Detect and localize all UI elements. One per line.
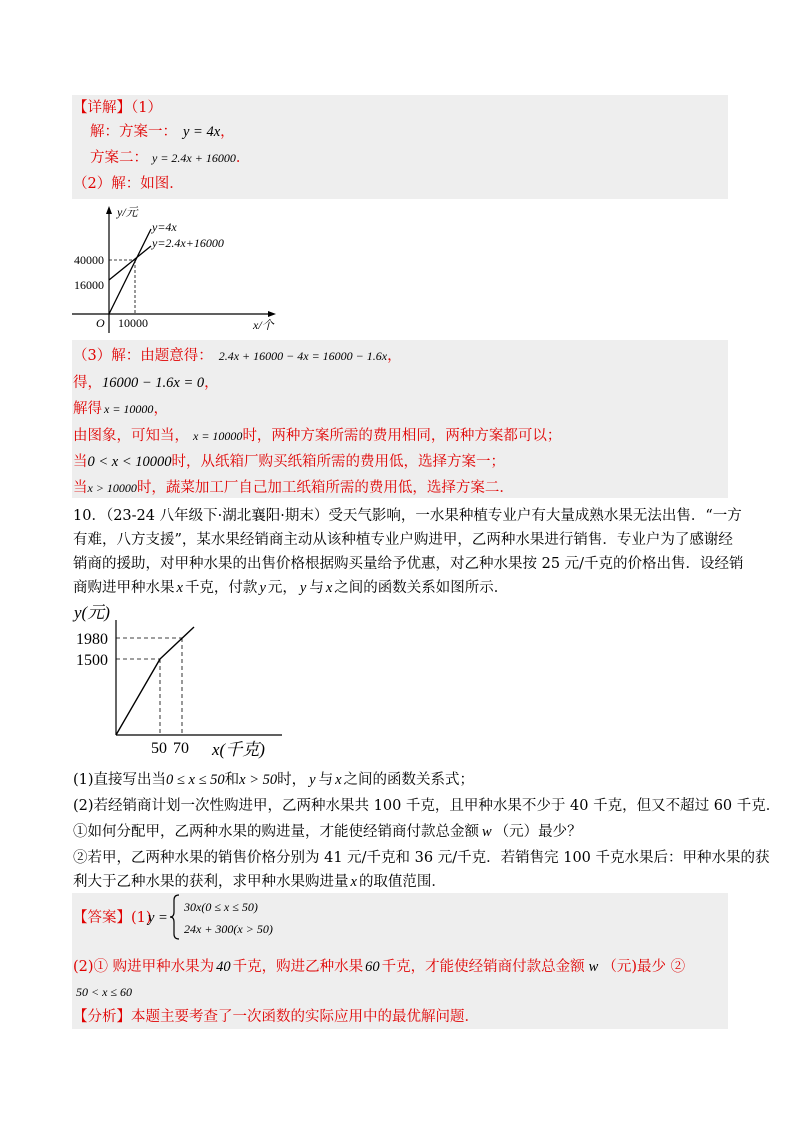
question-2: (2)若经销商计划一次性购进甲，乙两种水果共 100 千克，且甲种水果不少于 40 千克，但又不超过 60 千克． (73, 798, 781, 814)
question-2-1 (73, 822, 582, 842)
when1-prefix: 当 (73, 454, 88, 470)
a2-a: (2)① 购进甲种水果为 (73, 959, 215, 975)
graph1-line1-label: y=4x (152, 220, 177, 234)
part3-prefix: （3）解：由题意得： (73, 348, 213, 364)
when2-line (73, 478, 514, 498)
line4-d: 与 (309, 580, 324, 596)
answer-range: 50 < x ≤ 60 (76, 985, 133, 999)
q2-1b: （元）最少？ (494, 824, 582, 840)
a2-w: w (588, 959, 599, 975)
line4-y: y (259, 580, 266, 596)
when2-suffix: 时，蔬菜加工厂自己加工纸箱所需的费用低，选择方案二． (136, 480, 514, 496)
graph2-ytick-1500: 1500 (76, 652, 108, 669)
a2-60: 60 (365, 959, 380, 975)
plan1-prefix: 解：方案一： (90, 124, 177, 140)
q2-2b-x: x (350, 874, 357, 890)
get-end: ， (204, 375, 219, 391)
q1-f1: 0 ≤ x ≤ 50 (166, 772, 225, 788)
graph1-ytick-16000: 16000 (74, 278, 104, 292)
line4-x: x (176, 580, 183, 596)
answer-lhs: y = (148, 910, 168, 926)
q1-x: x (335, 772, 342, 788)
line4-a: 商购进甲种水果 (73, 580, 175, 596)
fruit-graph (72, 600, 292, 760)
image-formula: x = 10000 (193, 429, 243, 443)
answer-case-2: 24x + 300(x > 50) (184, 922, 273, 936)
get-line (73, 373, 219, 393)
analysis-line (73, 1007, 479, 1027)
when1-formula: 0 < x < 10000 (87, 454, 172, 470)
plan2-prefix: 方案二： (90, 150, 148, 166)
a2-c: 千克，才能使经销商付款总金额 (381, 959, 585, 975)
graph2-x-label: x(千克) (212, 740, 265, 759)
graph1-y-label: y/元 (117, 205, 138, 219)
line4-e: 之间的函数关系如图所示． (334, 580, 509, 596)
analysis-header: 【分析】 (73, 1009, 131, 1025)
q1-y: y (309, 772, 316, 788)
when2-formula: x > 10000 (87, 481, 137, 495)
plan1-line (90, 122, 235, 142)
when1-line (73, 452, 505, 472)
image-prefix: 由图象，可知当， (73, 428, 189, 444)
image-suffix: 时，两种方案所需的费用相同，两种方案都可以； (242, 428, 562, 444)
plan2-end: ． (235, 150, 251, 166)
problem10-line-4 (73, 578, 508, 598)
solve-end: ， (153, 401, 168, 417)
answer-header-line (73, 908, 152, 928)
graph1-xtick-10000: 10000 (118, 316, 148, 330)
answer-header: 【答案】 (73, 910, 131, 926)
line4-x2: x (325, 580, 333, 596)
graph1-line2-label: y=2.4x+16000 (152, 236, 224, 250)
when1-suffix: 时，从纸箱厂购买纸箱所需的费用低，选择方案一； (171, 454, 506, 470)
plan1-formula: y = 4x (183, 124, 221, 140)
q2-1a: ①如何分配甲，乙两种水果的购进量，才能使经销商付款总金额 (73, 824, 479, 840)
get-prefix: 得， (73, 375, 102, 391)
part1-number: （1） (131, 100, 162, 116)
question-1 (73, 770, 474, 790)
solve-formula: x = 10000 (104, 402, 154, 416)
answer-case-1: 30x(0 ≤ x ≤ 50) (184, 900, 258, 914)
part3-formula: 2.4x + 16000 − 4x = 16000 − 1.6x (218, 349, 388, 363)
a2-b: 千克，购进乙种水果 (232, 959, 364, 975)
q1-e: 之间的函数关系式； (343, 772, 475, 788)
graph2-xtick-70: 70 (173, 740, 189, 757)
q1-c: 时， (277, 772, 307, 788)
line4-b: 千克，付款 (184, 580, 258, 596)
graph2-segment-1 (116, 659, 160, 735)
plan1-end: ， (220, 124, 235, 140)
graph1-ytick-40000: 40000 (74, 253, 104, 267)
answer-2-line (73, 957, 685, 977)
q1-b: 和 (224, 772, 240, 788)
answer-num: (1) (131, 910, 152, 926)
problem10-line-3: 销商的援助，对甲种水果的出售价格根据购买量给予优惠，对乙种水果按 25 元/千克的价格出售．设经销 (73, 556, 744, 572)
plan2-line (90, 148, 250, 168)
detail-header: 【详解】 (73, 100, 131, 116)
graph2-ytick-1980: 1980 (76, 631, 108, 648)
graph1-x-label: x/个 (253, 318, 274, 332)
solve-line (73, 399, 168, 419)
graph2-y-label: y(元) (74, 603, 110, 622)
part3-line (73, 346, 402, 366)
answer-brace (170, 894, 180, 940)
plan2-formula: y = 2.4x + 16000 (152, 151, 236, 165)
part2-line: （2）解：如图． (73, 176, 184, 192)
graph2-xtick-50: 50 (151, 740, 167, 757)
problem10-line-1: 10．（23-24 八年级下·湖北襄阳·期末）受天气影响，一水果种植专业户有大量成熟水果无法出售．“一方 (73, 508, 742, 524)
when2-prefix: 当 (73, 480, 88, 496)
q1-a: (1)直接写出当 (73, 772, 167, 788)
line4-y2: y (299, 580, 307, 596)
question-2-2-line-2 (73, 872, 446, 892)
a2-d: （元)最少 ② (602, 959, 686, 975)
q2-1w: w (482, 824, 492, 840)
a2-40: 40 (216, 959, 231, 975)
q1-d: 与 (318, 772, 334, 788)
image-line (73, 426, 561, 446)
solve-prefix: 解得 (73, 401, 102, 417)
analysis-text: 本题主要考查了一次函数的实际应用中的最优解问题． (131, 1009, 479, 1025)
question-2-2-line-1: ②若甲，乙两种水果的销售价格分别为 41 元/千克和 36 元/千克．若销售完 100 千克水果后：甲种水果的获 (73, 850, 770, 866)
q1-f2: x > 50 (239, 772, 278, 788)
graph2-segment-2 (160, 627, 194, 659)
part3-end: ， (387, 348, 402, 364)
get-formula: 16000 − 1.6x = 0 (102, 375, 205, 391)
line4-c: 元， (267, 580, 297, 596)
q2-2b-a: 利大于乙种水果的获利，求甲种水果购进量 (73, 874, 349, 890)
q2-2b-b: 的取值范围． (358, 874, 446, 890)
problem10-line-2: 有难，八方支援”，某水果经销商主动从该种植专业户购进甲，乙两种水果进行销售．专业户为了感谢经 (73, 532, 733, 548)
cost-graph (72, 203, 278, 333)
graph1-origin: O (96, 316, 105, 330)
detail-line-1 (73, 98, 162, 118)
